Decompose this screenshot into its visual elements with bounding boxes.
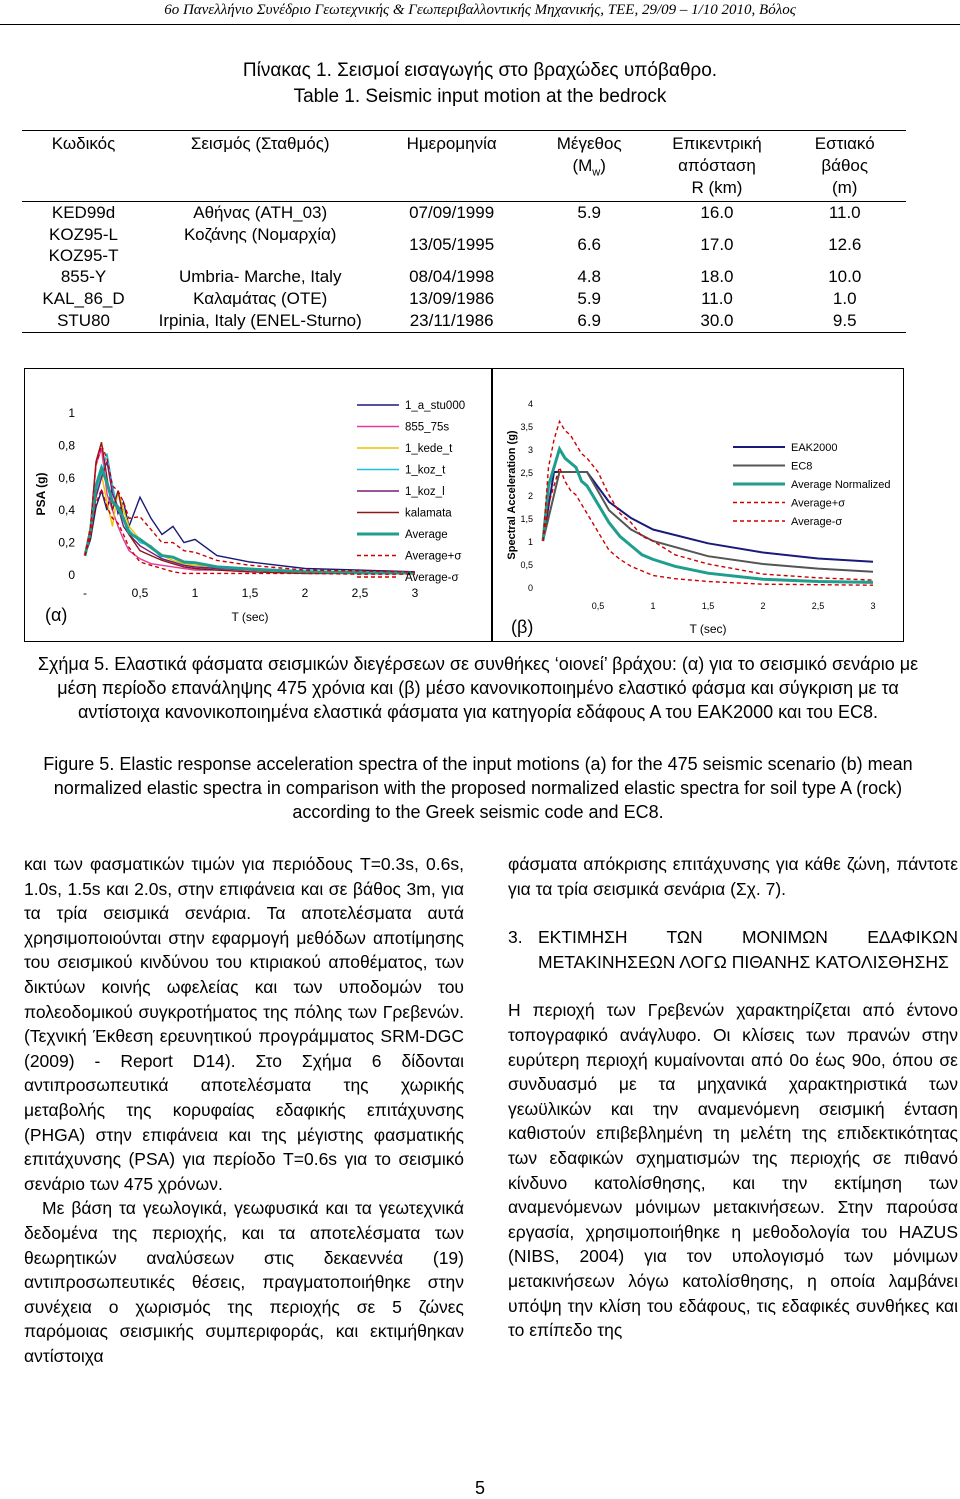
table-row: STU80 Irpinia, Italy (ENEL-Sturno) 23/11/1986 6.9 30.0 9.5 bbox=[22, 310, 906, 333]
chart-panel-b bbox=[492, 368, 904, 642]
right-paragraph-1: φάσματα απόκρισης επιτάχυνσης για κάθε ζώνη, πάντοτε για τα τρία σεισμικά σενάρια (Σχ. 7). bbox=[508, 854, 958, 899]
x-tick-label: 0,5 bbox=[591, 601, 605, 611]
table-row: KOZ95-L KOZ95-T Κοζάνης (Νομαρχία) 13/05/1995 6.6 17.0 12.6 bbox=[48, 225, 862, 265]
seismic-input-table bbox=[22, 130, 906, 333]
x-tick-label: 1 bbox=[650, 601, 656, 611]
series-line bbox=[85, 445, 415, 572]
col-header-date: Ημερομηνία bbox=[375, 131, 527, 202]
y-tick-label: 0 bbox=[527, 583, 533, 593]
right-paragraph-2: Η περιοχή των Γρεβενών χαρακτηρίζεται από έντονο τοπογραφικό ανάγλυφο. Οι κλίσεις των πρανών στην ευρύτερη περιοχή κυμαίνονται από 0ο έως 90ο, όπου σε συνδυασμό με τα μηχανικά χαρακτηριστικά των γεωϋλικών και την αναμενόμενη σεισμική ένταση καθιστούν επιβεβλημένη τη μελέτη της επιδεκτικότητας των εδαφικών σχηματισμών της περιοχής σε πιθανό κίνδυνο κατολίσθησης, και την εκτίμηση των αναμενόμενων μόνιμων μετακινήσεων. Στην παρούσα εργασία, χρησιμοποιήθηκε η μεθοδολογία του HAZUS (NIBS, 2004) για τον υπολογισμό των μόνιμων μετακινήσεων λόγω κατολίσθησης, η οποία λαμβάνει υπόψη την κλίση του εδάφους, τις εδαφικές συνθήκες και το επίπεδο της bbox=[508, 1000, 958, 1341]
y-tick-label: 3 bbox=[527, 445, 533, 455]
legend-label: Average+σ bbox=[405, 550, 462, 563]
legend-label: Average+σ bbox=[791, 497, 845, 510]
chart-a-svg bbox=[25, 369, 491, 641]
series-line bbox=[85, 475, 415, 574]
legend-label: EAK2000 bbox=[791, 442, 838, 454]
figure-caption-en: Figure 5. Elastic response acceleration spectra of the input motions (a) for the 475 seismic scenario (b) mean normalized elastic spectra in comparison with the proposed normalized elastic spectra for soil type A (rock) according to the Greek seismic code and EC8. bbox=[43, 754, 913, 822]
x-tick-label: - bbox=[83, 586, 87, 600]
x-tick-label: 1,5 bbox=[701, 601, 715, 611]
y-tick-label: 0,5 bbox=[520, 560, 533, 570]
x-tick-label: 1 bbox=[191, 586, 199, 600]
legend-label: Average-σ bbox=[405, 572, 459, 584]
legend-label: EC8 bbox=[791, 460, 813, 473]
y-axis-title: PSA (g) bbox=[34, 472, 48, 516]
x-tick-label: 2,5 bbox=[351, 586, 369, 600]
table-header-row bbox=[22, 131, 906, 202]
table-row: 855-Y Umbria- Marche, Italy 08/04/1998 4.8 18.0 10.0 bbox=[60, 267, 862, 286]
section-heading bbox=[508, 925, 958, 974]
left-paragraph-2: Με βάση τα γεωλογικά, γεωφυσικά και τα γεωτεχνικά δεδομένα της περιοχής, και τα αποτελέσματα των θεωρητικών αναλύσεων στις δεκαεννέα (19) αντιπροσωπευτικές θέσεις, πραγματοποιήθηκε στην συνέχεια ο χωρισμός της περιοχής σε 5 ζώνες παρόμοιας σεισμικής συμπεριφοράς, και εκτιμήθηκαν αντίστοιχα bbox=[24, 1198, 464, 1366]
section-number: 3. bbox=[508, 927, 523, 948]
x-tick-label: 2 bbox=[301, 586, 309, 600]
running-header: 6ο Πανελλήνιο Συνέδριο Γεωτεχνικής & Γεωπεριβαλλοντικής Μηχανικής, ΤΕΕ, 29/09 – 1/10 2010, Βόλος bbox=[0, 0, 960, 25]
x-tick-label: 1,5 bbox=[241, 586, 259, 600]
x-tick-label: 3 bbox=[411, 586, 419, 600]
chart-b-svg bbox=[493, 369, 903, 641]
y-tick-label: 0,8 bbox=[58, 438, 75, 453]
y-tick-label: 0,4 bbox=[58, 503, 75, 518]
table-row: KED99d Αθήνας (ATH_03) 07/09/1999 5.9 16.0 11.0 bbox=[51, 203, 861, 222]
y-tick-label: 0,6 bbox=[58, 470, 75, 485]
y-tick-label: 0,2 bbox=[58, 535, 75, 550]
legend-label: kalamata bbox=[405, 507, 452, 520]
x-tick-label: 3 bbox=[870, 601, 876, 611]
legend-label: 1_kede_t bbox=[405, 443, 453, 455]
panel-label: (β) bbox=[511, 617, 534, 637]
right-column bbox=[508, 852, 958, 1343]
col-header-code: Κωδικός bbox=[22, 131, 145, 202]
chart-panel-a bbox=[24, 368, 492, 642]
col-header-distance: Επικεντρική απόσταση R (km) bbox=[650, 131, 783, 202]
x-axis-title: T (sec) bbox=[689, 622, 727, 636]
x-tick-label: 2,5 bbox=[811, 601, 825, 611]
y-tick-label: 4 bbox=[527, 399, 533, 409]
y-tick-label: 1 bbox=[68, 406, 75, 420]
table-row: KAL_86_D Καλαμάτας (ΟΤΕ) 13/09/1986 5.9 11.0 1.0 bbox=[42, 289, 857, 308]
legend-label: Average Normalized bbox=[791, 479, 891, 491]
figure-caption-gr: Σχήμα 5. Ελαστικά φάσματα σεισμικών διεγέρσεων σε συνθήκες ‘οιονεί’ βράχου: (α) για το σεισμικό σενάριο με μέση περίοδο επανάληψης 475 χρόνια και (β) μέσο κανονικοποιημένο ελαστικό φάσμα και σύγκριση με τα αντίστοιχα κανονικοποιημένα ελαστικά φάσματα για κατηγορία εδάφους Α του ΕΑΚ2000 και του EC8. bbox=[37, 654, 919, 722]
y-tick-label: 2 bbox=[527, 491, 533, 501]
col-header-depth: Εστιακό βάθος (m) bbox=[783, 131, 906, 202]
panel-label: (α) bbox=[45, 605, 68, 625]
y-tick-label: 2,5 bbox=[520, 468, 533, 478]
legend-label: 1_a_stu000 bbox=[405, 400, 466, 412]
y-tick-label: 1 bbox=[527, 537, 533, 547]
y-axis-title: Spectral Acceleration (g) bbox=[506, 430, 518, 560]
left-column bbox=[24, 852, 464, 1368]
y-tick-label: 3,5 bbox=[520, 422, 533, 432]
table-caption-gr: Πίνακας 1. Σεισμοί εισαγωγής στο βραχώδες υπόβαθρο. bbox=[242, 60, 718, 81]
y-tick-label: 0 bbox=[68, 568, 75, 582]
series-line bbox=[85, 468, 415, 573]
x-axis-title: T (sec) bbox=[231, 610, 269, 624]
table-caption-en: Table 1. Seismic input motion at the bedrock bbox=[293, 86, 667, 107]
series-line bbox=[85, 486, 415, 572]
x-tick-label: 0,5 bbox=[131, 586, 149, 600]
legend-label: 855_75s bbox=[405, 421, 450, 434]
col-header-magnitude: Μέγεθος $(M_w)$ bbox=[528, 131, 651, 202]
x-tick-label: 2 bbox=[760, 601, 766, 611]
left-paragraph-1: και των φασματικών τιμών για περιόδους T=0.3s, 0.6s, 1.0s, 1.5s και 2.0s, στην επιφάνεια και σε βάθος 3m, για τα τρία σεισμικά σενάρια. Τα αποτελέσματα αυτά χρησιμοποιούνται στην εφαρμογή μεθόδων αποτίμησης του σεισμικού κινδύνου του κτιριακού αποθέματος, των δικτύων κοινής ωφελείας και των υποδομών του πολεοδομικού συγκροτήματος της πόλης των Γρεβενών. (Τεχνική Έκθεση ερευνητικού προγράμματος SRM-DGC (2009) - Report D14). Στο Σχήμα 6 δίδονται αντιπροσωπευτικά αποτελέσματα της χωρικής μεταβολής της κορυφαίας εδαφικής επιτάχυνσης (PHGA) στην επιφάνεια και της μέγιστης φασματικής επιτάχυνσης (PSA) για περίοδο T=0.6s για το σεισμικό σενάριο των 475 χρόνων. bbox=[24, 854, 464, 1194]
legend-label: Average-σ bbox=[791, 516, 843, 528]
legend-label: Average bbox=[405, 529, 448, 541]
col-header-earthquake: Σεισμός (Σταθμός) bbox=[145, 131, 375, 202]
legend-label: 1_koz_t bbox=[405, 464, 446, 477]
y-tick-label: 1,5 bbox=[520, 514, 533, 524]
page-number: 5 bbox=[474, 1478, 485, 1498]
legend-label: 1_koz_l bbox=[405, 486, 445, 498]
section-title: ΕΚΤΙΜΗΣΗ ΤΩΝ ΜΟΝΙΜΩΝ ΕΔΑΦΙΚΩΝ ΜΕΤΑΚΙΝΗΣΕΩΝ ΛΟΓΩ ΠΙΘΑΝΗΣ ΚΑΤΟΛΙΣΘΗΣΗΣ bbox=[538, 927, 958, 972]
